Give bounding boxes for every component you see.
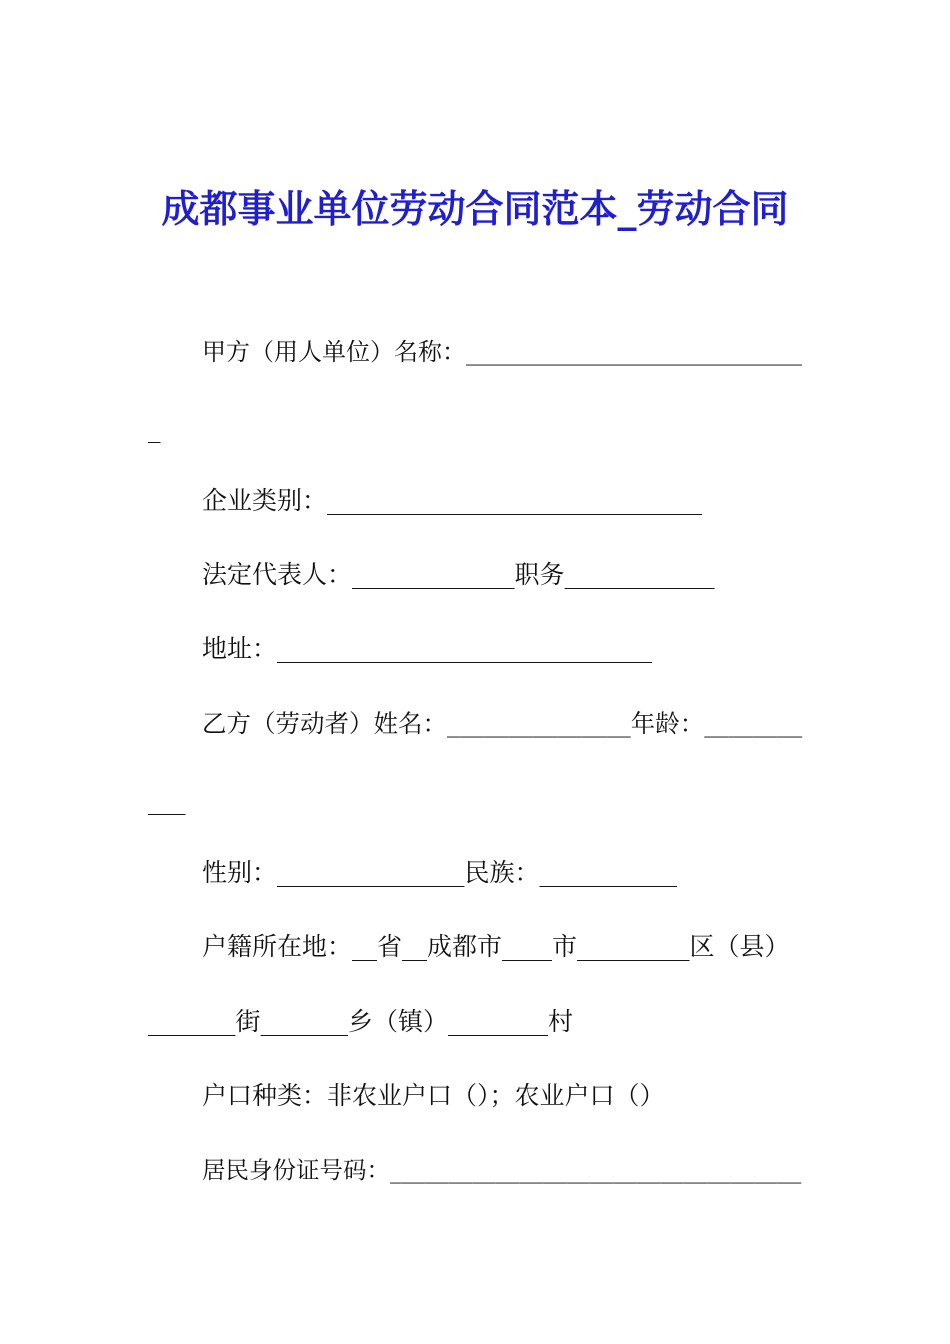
party-a-name-line: 甲方（用人单位）名称：____________________________ [202,338,802,366]
household-type-line: 户口种类：非农业户口（）；农业户口（） [202,1081,665,1110]
party-b-line-continued: ___ [148,786,186,815]
household-location-line-continued: _______街_______乡（镇）________村 [148,1007,574,1036]
enterprise-type-line: 企业类别：______________________________ [202,486,703,515]
address-line: 地址：______________________________ [202,634,653,663]
legal-representative-line: 法定代表人：_____________职务____________ [202,560,715,589]
party-b-name-line: 乙方（劳动者）姓名：_______________年龄：________ [202,709,803,738]
id-number-line: 居民身份证号码：___________________________________ [202,1156,802,1184]
gender-ethnicity-line: 性别：_______________民族：___________ [202,858,678,887]
document-title: 成都事业单位劳动合同范本_劳动合同 [161,186,789,231]
household-location-line: 户籍所在地：__省__成都市____市_________区（县） [202,932,790,961]
party-a-name-line-continued: _ [148,414,161,443]
